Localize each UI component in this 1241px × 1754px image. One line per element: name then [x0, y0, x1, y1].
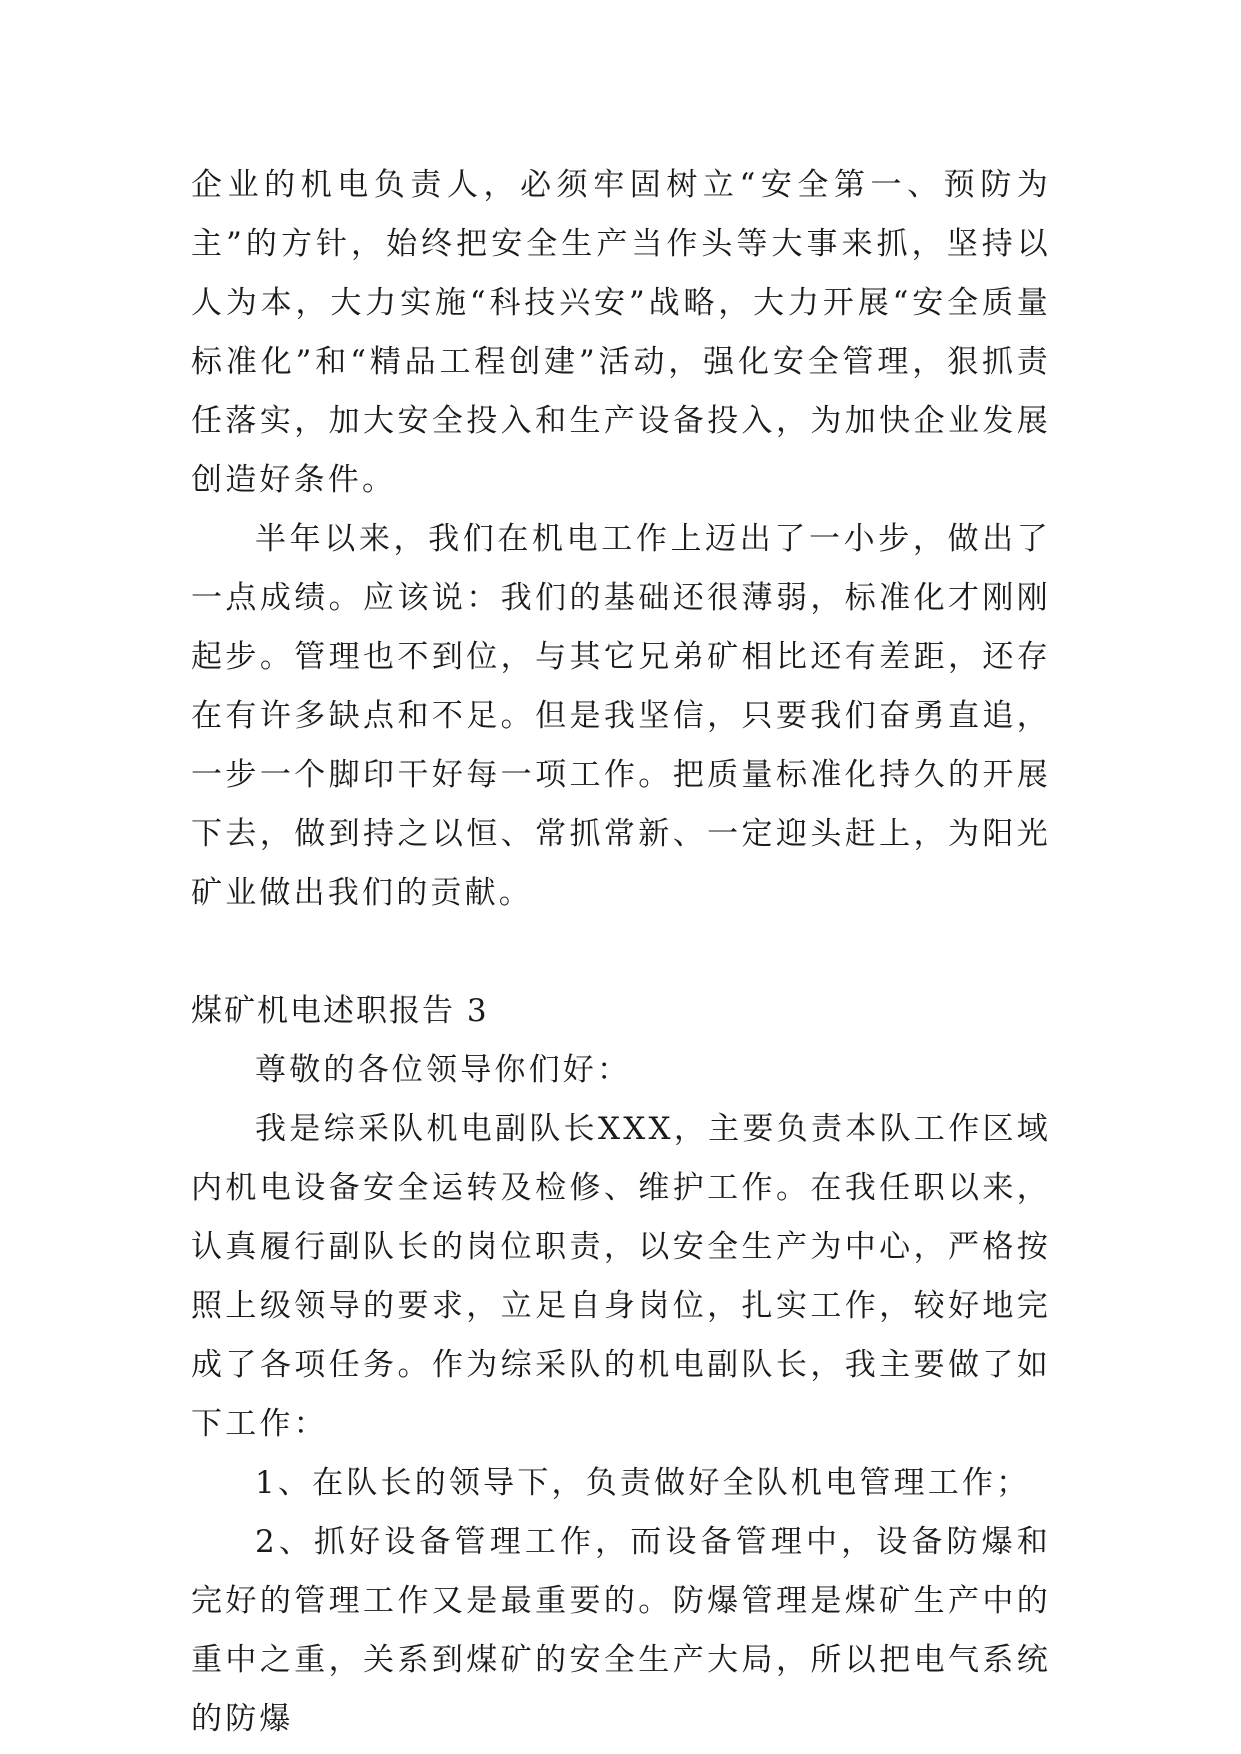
list-item-1: 1、在队长的领导下，负责做好全队机电管理工作； [255, 1465, 1031, 1501]
section-spacer [191, 923, 1051, 982]
document-body [191, 156, 1051, 1749]
greeting: 尊敬的各位领导你们好： [255, 1052, 632, 1088]
section-title: 煤矿机电述职报告 3 [191, 993, 489, 1029]
paragraph-leadership-policy: 企业的机电负责人，必须牢固树立“安全第一、预防为主”的方针，始终把安全生产当作头等大事来抓，坚持以人为本，大力实施“科技兴安”战略，大力开展“安全质量标准化”和“精品工程创建”活动，强化安全管理，狠抓责任落实，加大安全投入和生产设备投入，为加快企业发展创造好条件。 [191, 167, 1051, 498]
paragraph-half-year-summary: 半年以来，我们在机电工作上迈出了一小步，做出了一点成绩。应该说：我们的基础还很薄弱，标准化才刚刚起步。管理也不到位，与其它兄弟矿相比还有差距，还存在有许多缺点和不足。但是我坚信，只要我们奋勇直追，一步一个脚印干好每一项工作。把质量标准化持久的开展下去，做到持之以恒、常抓常新、一定迎头赶上，为阳光矿业做出我们的贡献。 [191, 521, 1051, 911]
paragraph-self-introduction: 我是综采队机电副队长XXX，主要负责本队工作区域内机电设备安全运转及检修、维护工作。在我任职以来，认真履行副队长的岗位职责，以安全生产为中心，严格按照上级领导的要求，立足自身岗位，扎实工作，较好地完成了各项任务。作为综采队的机电副队长，我主要做了如下工作： [191, 1111, 1051, 1442]
list-item-2: 2、抓好设备管理工作，而设备管理中，设备防爆和完好的管理工作又是最重要的。防爆管理是煤矿生产中的重中之重，关系到煤矿的安全生产大局，所以把电气系统的防爆 [191, 1524, 1051, 1737]
